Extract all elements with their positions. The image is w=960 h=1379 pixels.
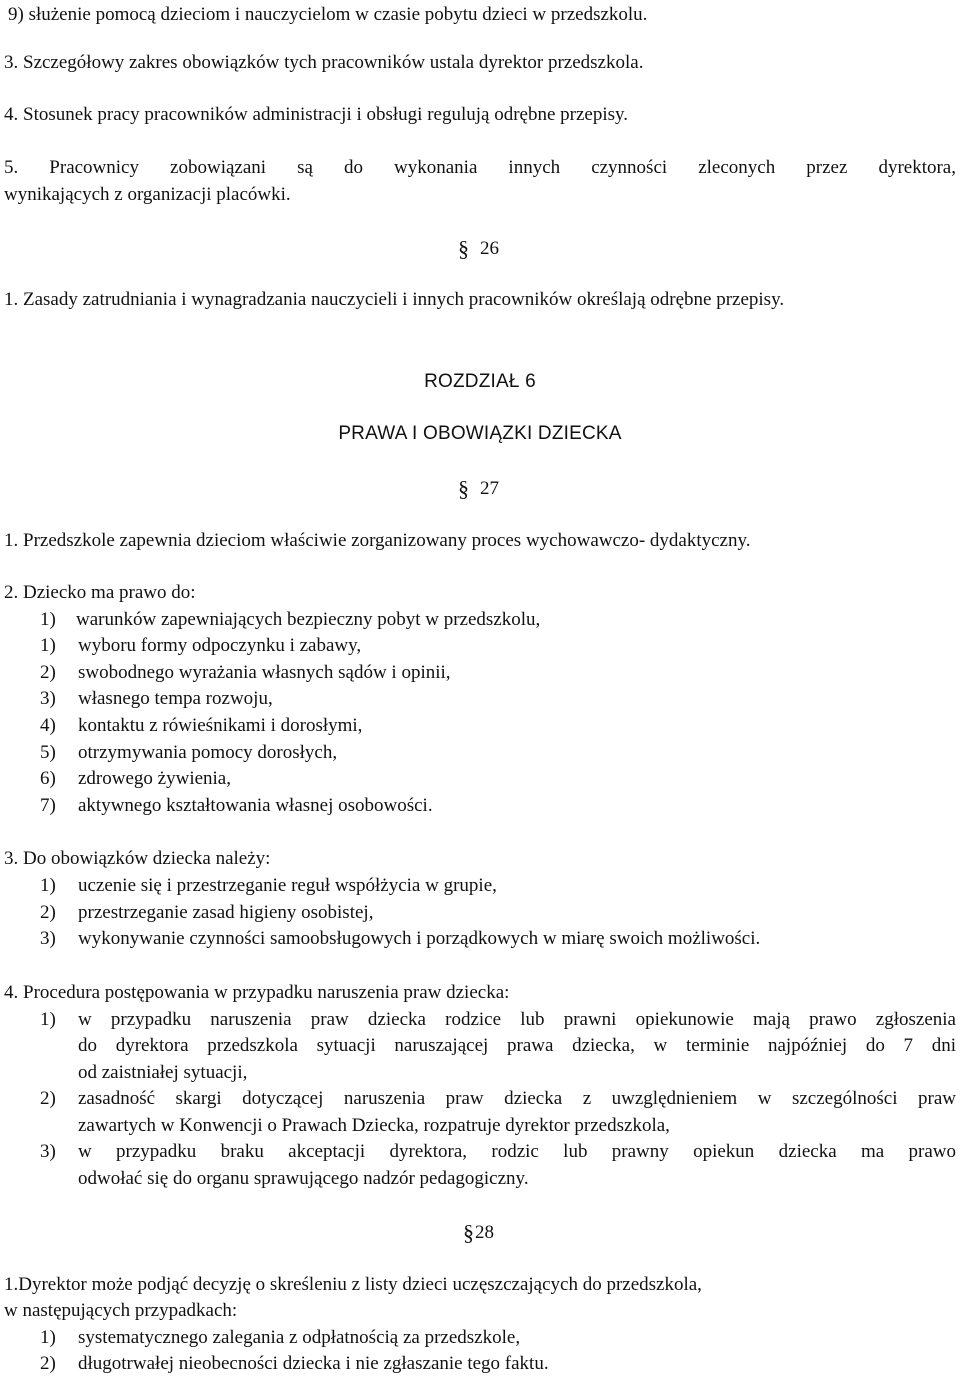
- section-symbol: §: [458, 476, 469, 501]
- list-item: systematycznego zalegania z odpłatnością za przedszkole,: [78, 1327, 521, 1348]
- list-item-number: 1): [40, 1009, 56, 1030]
- list-item-line: zasadność skargi dotyczącej naruszenia praw dziecka z uwzględnieniem w szczególności praw: [78, 1088, 956, 1109]
- section-28-paragraph-1-line-2: w następujących przypadkach:: [4, 1300, 238, 1321]
- list-item-number: 4): [40, 715, 56, 736]
- list-item: otrzymywania pomocy dorosłych,: [78, 742, 338, 763]
- list-item: wykonywanie czynności samoobsługowych i porządkowych w miarę swoich możliwości.: [78, 928, 761, 949]
- section-28-paragraph-1-line-1: 1.Dyrektor może podjąć decyzję o skreśleniu z listy dzieci uczęszczających do przedszkola,: [4, 1274, 702, 1295]
- paragraph-4: 4. Stosunek pracy pracowników administracji i obsługi regulują odrębne przepisy.: [4, 104, 629, 125]
- section-27-paragraph-1: 1. Przedszkole zapewnia dzieciom właściwie zorganizowany proces wychowawczo- dydaktyczny.: [4, 530, 751, 551]
- paragraph-3: 3. Szczegółowy zakres obowiązków tych pracowników ustala dyrektor przedszkola.: [4, 52, 644, 73]
- list-item: zdrowego żywienia,: [78, 768, 231, 789]
- list-item-number: 2): [40, 662, 56, 683]
- list-item-line: od zaistniałej sytuacji,: [78, 1062, 248, 1083]
- list-item: kontaktu z rówieśnikami i dorosłymi,: [78, 715, 363, 736]
- list-item: uczenie się i przestrzeganie reguł współżycia w grupie,: [78, 875, 497, 896]
- list-item-line: zawartych w Konwencji o Prawach Dziecka, rozpatruje dyrektor przedszkola,: [78, 1115, 670, 1136]
- list-item: przestrzeganie zasad higieny osobistej,: [78, 902, 374, 923]
- paragraph-5-line-2: wynikających z organizacji placówki.: [4, 184, 291, 205]
- list-item-number: 2): [40, 902, 56, 923]
- list-item-number: 3): [40, 928, 56, 949]
- section-28-number: 28: [475, 1222, 494, 1243]
- chapter-title: PRAWA I OBOWIĄZKI DZIECKA: [338, 423, 622, 444]
- section-26-paragraph-1: 1. Zasady zatrudniania i wynagradzania nauczycieli i innych pracowników określają odrębne przepisy.: [4, 289, 785, 310]
- section-27-paragraph-2: 2. Dziecko ma prawo do:: [4, 582, 196, 603]
- list-item: wyboru formy odpoczynku i zabawy,: [78, 635, 362, 656]
- section-27-number: 27: [480, 478, 499, 499]
- section-26-number: 26: [480, 238, 499, 259]
- section-27-paragraph-3: 3. Do obowiązków dziecka należy:: [4, 848, 271, 869]
- list-item-number: 3): [40, 688, 56, 709]
- list-item: długotrwałej nieobecności dziecka i nie zgłaszanie tego faktu.: [78, 1353, 549, 1374]
- list-item: warunków zapewniających bezpieczny pobyt w przedszkolu,: [76, 609, 541, 630]
- list-item-line: do dyrektora przedszkola sytuacji naruszającej prawa dziecka, w terminie najpóźniej do 7 dni: [78, 1035, 956, 1056]
- list-item: aktywnego kształtowania własnej osobowości.: [78, 795, 433, 816]
- section-symbol: §: [458, 236, 469, 261]
- section-27-paragraph-4: 4. Procedura postępowania w przypadku naruszenia praw dziecka:: [4, 982, 510, 1003]
- list-item-number: 5): [40, 742, 56, 763]
- list-item-number: 2): [40, 1088, 56, 1109]
- list-item-number: 7): [40, 795, 56, 816]
- list-item-line: w przypadku naruszenia praw dziecka rodzice lub prawni opiekunowie mają prawo zgłoszenia: [78, 1009, 956, 1030]
- chapter-label: ROZDZIAŁ 6: [424, 371, 536, 392]
- list-item-number: 3): [40, 1141, 56, 1162]
- list-item-number: 1): [40, 609, 56, 630]
- list-item-number: 1): [40, 635, 56, 656]
- list-item: własnego tempa rozwoju,: [78, 688, 273, 709]
- list-item-number: 1): [40, 875, 56, 896]
- list-item-9: 9) służenie pomocą dzieciom i nauczycielom w czasie pobytu dzieci w przedszkolu.: [8, 4, 648, 25]
- list-item-number: 1): [40, 1327, 56, 1348]
- list-item: swobodnego wyrażania własnych sądów i opinii,: [78, 662, 451, 683]
- paragraph-5-line-1: 5. Pracownicy zobowiązani są do wykonania innych czynności zleconych przez dyrektora,: [4, 157, 956, 178]
- list-item-line: odwołać się do organu sprawującego nadzór pedagogiczny.: [78, 1168, 529, 1189]
- list-item-number: 6): [40, 768, 56, 789]
- list-item-number: 2): [40, 1353, 56, 1374]
- list-item-line: w przypadku braku akceptacji dyrektora, rodzic lub prawny opiekun dziecka ma prawo: [78, 1141, 956, 1162]
- section-symbol: §: [463, 1220, 474, 1245]
